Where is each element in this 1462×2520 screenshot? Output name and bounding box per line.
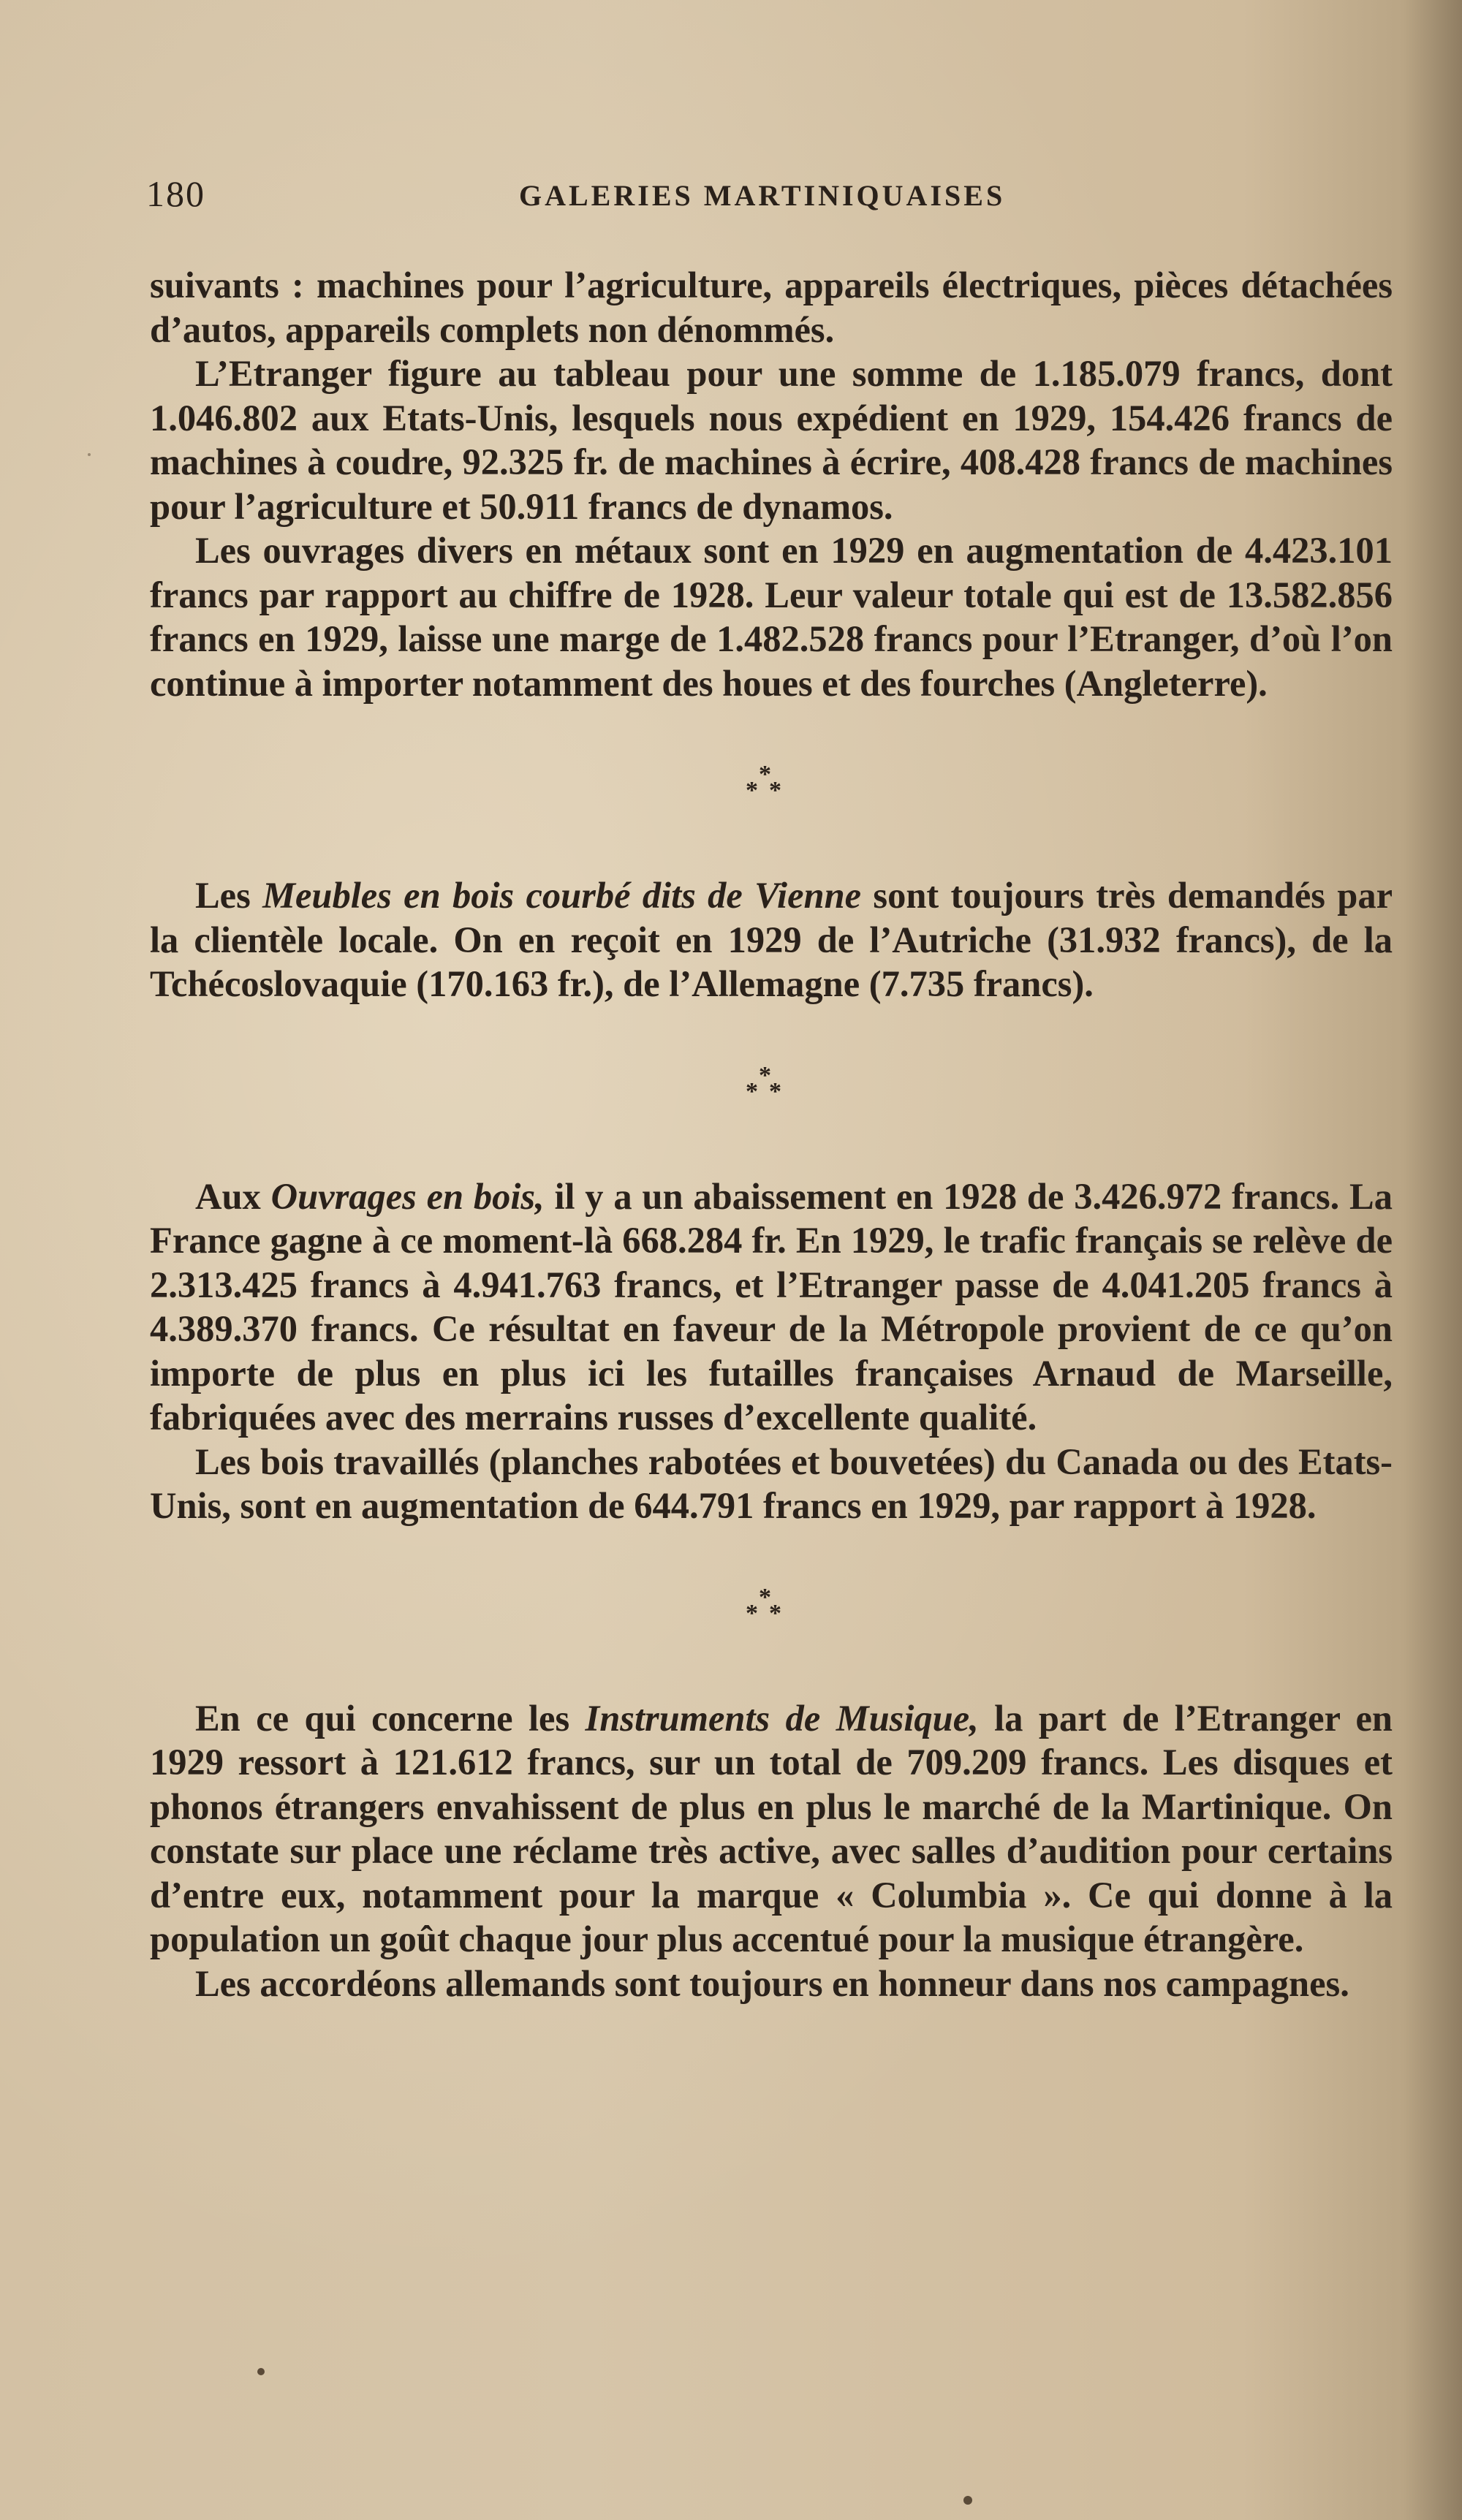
section-divider-asterism [150, 1006, 1393, 1174]
section-divider-asterism [150, 1528, 1393, 1696]
paper-speck [88, 453, 91, 456]
page-number: 180 [146, 173, 205, 214]
paragraph-etranger-machines: L’Etranger figure au tableau pour une somme de 1.185.079 francs, dont 1.046.802 aux Etats-Unis, lesquels nous expédient en 1929, 154.426 francs de machines à coudre, 92.325 fr. de machines à écrire, 408.428 francs de machines pour l’agriculture et 50.911 francs de dynamos. [150, 353, 1393, 527]
paper-speck [257, 2368, 265, 2375]
paragraph-bois-travailles: Les bois travaillés (planches rabotées et bouvetées) du Canada ou des Etats-Unis, sont en augmentation de 644.791 francs en 1929, par rapport à 1928. [150, 1441, 1393, 1526]
paragraph-meubles-vienne: Les Meubles en bois courbé dits de Vienne sont toujours très demandés par la clientèle locale. On en reçoit en 1929 de l’Autriche (31.932 francs), de la Tchécoslovaquie (170.163 fr.), de l’Allemagne (7.735 francs). [150, 875, 1393, 1004]
running-title: GALERIES MARTINIQUAISES [519, 179, 1006, 212]
italic-meubles-vienne: Meubles en bois courbé dits de Vienne [262, 875, 862, 916]
paragraph-instruments-musique: En ce qui concerne les Instruments de Musique, la part de l’Etranger en 1929 ressort à 121.612 francs, sur un total de 709.209 francs. Les disques et phonos étrangers envahissent de plus en plus le marché de la Martinique. On constate sur place une réclame très active, avec salles d’audition pour certains d’entre eux, notamment pour la marque « Columbia ». Ce qui donne à la population un goût chaque jour plus accentué pour la musique étrangère. [150, 1697, 1393, 1959]
section-divider-asterism [150, 705, 1393, 873]
italic-ouvrages-bois: Ouvrages en bois, [270, 1175, 545, 1217]
paper-speck [963, 2496, 972, 2505]
page-body [150, 263, 1393, 2005]
paragraph-accordeons: Les accordéons allemands sont toujours en honneur dans nos campagnes. [195, 1962, 1349, 2004]
paragraph-machines-continued: suivants : machines pour l’agriculture, appareils électriques, pièces détachées d’autos, appareils complets non dénommés. [150, 265, 1393, 350]
page-header [146, 172, 1389, 224]
paragraph-ouvrages-bois: Aux Ouvrages en bois, il y a un abaissement en 1928 de 3.426.972 francs. La France gagne à ce moment-là 668.284 fr. En 1929, le trafic français se relève de 2.313.425 francs à 4.941.763 francs, et l’Etranger passe de 4.041.205 francs à 4.389.370 francs. Ce résultat en faveur de la Métropole provient de ce qu’on importe de plus en plus ici les futailles françaises Arnaud de Marseille, fabriquées avec des merrains russes d’excellente qualité. [150, 1175, 1393, 1438]
asterism-icon: * * * [746, 1061, 781, 1105]
paragraph-ouvrages-metaux: Les ouvrages divers en métaux sont en 1929 en augmentation de 4.423.101 francs par rapport au chiffre de 1928. Leur valeur totale qui est de 13.582.856 francs en 1929, laisse une marge de 1.482.528 francs pour l’Etranger, d’où l’on continue à importer notamment des houes et des fourches (Angleterre). [150, 530, 1393, 704]
asterism-icon: * * * [746, 761, 781, 804]
italic-instruments-musique: Instruments de Musique, [585, 1697, 979, 1739]
asterism-icon: * * * [746, 1583, 781, 1627]
